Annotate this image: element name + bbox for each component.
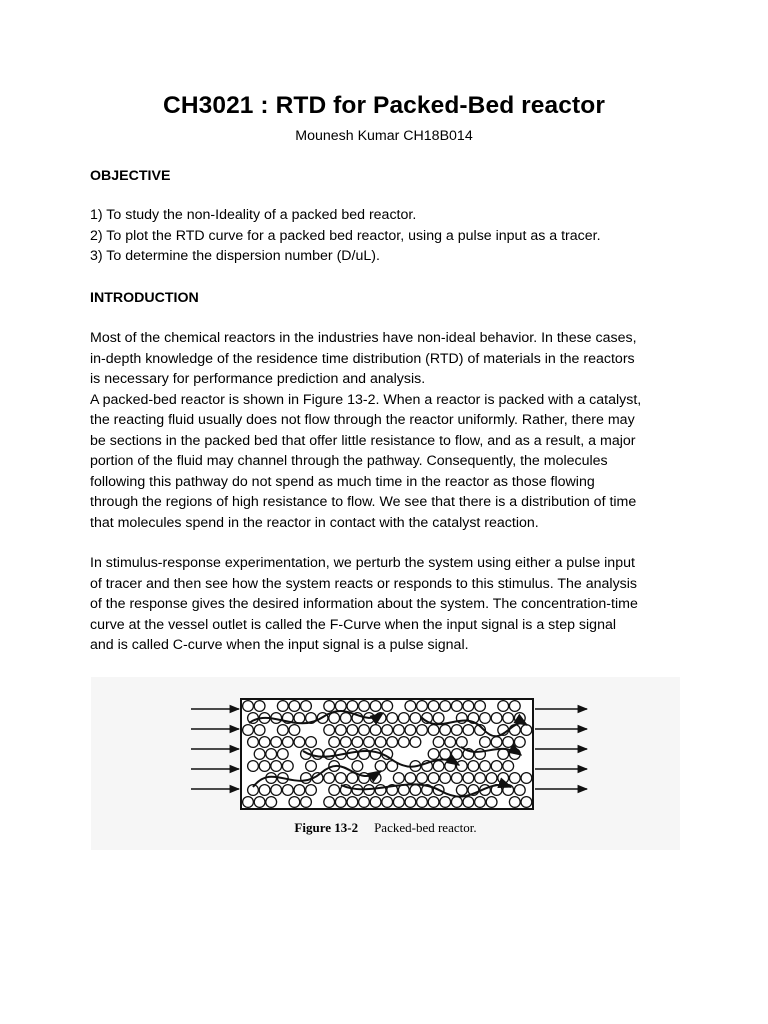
catalyst-particle (347, 701, 358, 712)
catalyst-particle (486, 797, 497, 808)
catalyst-particle (387, 737, 398, 748)
catalyst-particle (335, 797, 346, 808)
catalyst-particle (254, 749, 265, 760)
catalyst-particle (521, 773, 532, 784)
catalyst-particle (451, 749, 462, 760)
catalyst-particle (329, 737, 340, 748)
catalyst-particle (456, 761, 467, 772)
catalyst-particle (375, 761, 386, 772)
objective-heading: OBJECTIVE (90, 168, 171, 184)
catalyst-particle (398, 713, 409, 724)
catalyst-particle (306, 737, 317, 748)
catalyst-particle (277, 725, 288, 736)
catalyst-particle (417, 773, 428, 784)
catalyst-particle (514, 737, 525, 748)
catalyst-particle (405, 797, 416, 808)
catalyst-particle (428, 701, 439, 712)
catalyst-particle (271, 761, 282, 772)
catalyst-particle (370, 797, 381, 808)
catalyst-particle (352, 761, 363, 772)
catalyst-particle (503, 713, 514, 724)
catalyst-particle (266, 797, 277, 808)
document-title: CH3021 : RTD for Packed-Bed reactor (163, 92, 605, 119)
catalyst-particle (375, 785, 386, 796)
catalyst-particle (480, 713, 491, 724)
catalyst-particle (486, 773, 497, 784)
catalyst-particle (347, 725, 358, 736)
catalyst-particle (514, 785, 525, 796)
catalyst-particle (382, 797, 393, 808)
catalyst-particle (451, 725, 462, 736)
packed-bed-figure (91, 677, 680, 850)
catalyst-particle (456, 785, 467, 796)
objective-item: 2) To plot the RTD curve for a packed bed reactor, using a pulse input as a tracer. (90, 227, 601, 244)
paragraph-line: following this pathway do not spend as much time in the reactor as those flowing (90, 473, 595, 490)
paragraph-line: A packed-bed reactor is shown in Figure 13-2. When a reactor is packed with a catalyst, (90, 391, 642, 408)
catalyst-particle (277, 749, 288, 760)
figure-number: Figure 13-2 (294, 820, 359, 835)
catalyst-particle (335, 725, 346, 736)
catalyst-particle (324, 749, 335, 760)
catalyst-particle (451, 797, 462, 808)
catalyst-particle (259, 737, 270, 748)
figure-caption-text: Packed-bed reactor. (374, 820, 477, 835)
catalyst-particle (498, 773, 509, 784)
catalyst-particle (359, 701, 370, 712)
paragraph-line: of tracer and then see how the system reacts or responds to this stimulus. The analysis (90, 575, 638, 592)
catalyst-particle (480, 761, 491, 772)
catalyst-particle (410, 737, 421, 748)
catalyst-particle (410, 785, 421, 796)
catalyst-particle (324, 797, 335, 808)
catalyst-particle (503, 737, 514, 748)
inlet-arrows (191, 709, 239, 789)
catalyst-particle (294, 785, 305, 796)
catalyst-particle (491, 713, 502, 724)
catalyst-particle (382, 701, 393, 712)
catalyst-particle (289, 701, 300, 712)
catalyst-particle (509, 773, 520, 784)
catalyst-particle (480, 737, 491, 748)
catalyst-particle (503, 761, 514, 772)
catalyst-particle (289, 725, 300, 736)
catalyst-particle (382, 725, 393, 736)
catalyst-particle (398, 737, 409, 748)
catalyst-particle (475, 797, 486, 808)
catalyst-particle (359, 725, 370, 736)
catalyst-particle (301, 701, 312, 712)
catalyst-particle (440, 773, 451, 784)
catalyst-particle (248, 737, 259, 748)
catalyst-particle (266, 749, 277, 760)
catalyst-particle (433, 713, 444, 724)
catalyst-particle (335, 701, 346, 712)
paragraph-line: that molecules spend in the reactor in contact with the catalyst reaction. (90, 514, 539, 531)
catalyst-particle (340, 713, 351, 724)
catalyst-particle (514, 713, 525, 724)
catalyst-particle (370, 725, 381, 736)
outlet-arrows (535, 709, 587, 789)
catalyst-particle (340, 737, 351, 748)
catalyst-particle (463, 701, 474, 712)
paragraph-line: Most of the chemical reactors in the industries have non-ideal behavior. In these cases, (90, 330, 637, 346)
catalyst-particle (433, 737, 444, 748)
catalyst-particle (347, 797, 358, 808)
catalyst-particle (468, 761, 479, 772)
catalyst-particle (463, 773, 474, 784)
catalyst-particle (324, 725, 335, 736)
paragraph-line: of the response gives the desired information about the system. The concentration-time (90, 596, 638, 612)
objective-item: 1) To study the non-Ideality of a packed bed reactor. (90, 207, 417, 223)
catalyst-particle (352, 737, 363, 748)
catalyst-particle (417, 701, 428, 712)
introduction-paragraph-2 (90, 553, 690, 656)
catalyst-particle (428, 749, 439, 760)
catalyst-particle (498, 701, 509, 712)
catalyst-particle (243, 725, 254, 736)
catalyst-particle (456, 737, 467, 748)
catalyst-particle (282, 761, 293, 772)
paragraph-line: portion of the fluid may channel through the pathway. Consequently, the molecules (90, 453, 608, 469)
catalyst-particle (440, 749, 451, 760)
catalyst-particle (294, 737, 305, 748)
catalyst-particle (433, 761, 444, 772)
catalyst-particle (306, 785, 317, 796)
catalyst-particle (387, 713, 398, 724)
introduction-paragraph-1 (90, 328, 690, 533)
catalyst-particle (393, 797, 404, 808)
catalyst-particle (282, 737, 293, 748)
catalyst-particle (243, 701, 254, 712)
catalyst-particle (254, 701, 265, 712)
catalyst-particle (282, 785, 293, 796)
catalyst-particle (410, 713, 421, 724)
catalyst-particle (393, 725, 404, 736)
paragraph-line: through the regions of high resistance to flow. We see that there is a distribution of time (90, 494, 637, 510)
catalyst-particle (259, 785, 270, 796)
catalyst-particle (370, 701, 381, 712)
catalyst-particle (509, 797, 520, 808)
catalyst-particle (405, 773, 416, 784)
catalyst-particle (491, 761, 502, 772)
catalyst-particle (243, 797, 254, 808)
catalyst-particle (324, 701, 335, 712)
paragraph-line: in-depth knowledge of the residence time distribution (RTD) of materials in the reactors (90, 350, 635, 367)
introduction-heading: INTRODUCTION (90, 290, 199, 306)
catalyst-particle (440, 725, 451, 736)
catalyst-particle (277, 701, 288, 712)
document-author: Mounesh Kumar CH18B014 (295, 128, 473, 144)
catalyst-particle (364, 737, 375, 748)
catalyst-particle (312, 749, 323, 760)
catalyst-particle (521, 725, 532, 736)
catalyst-particle (301, 797, 312, 808)
catalyst-particle (463, 725, 474, 736)
paragraph-line: be sections in the packed bed that offer little resistance to flow, and as a result, a major (90, 432, 636, 449)
catalyst-particle (254, 725, 265, 736)
catalyst-particle (375, 737, 386, 748)
catalyst-particle (335, 773, 346, 784)
catalyst-particle (445, 737, 456, 748)
catalyst-particle (306, 761, 317, 772)
catalyst-particle (521, 797, 532, 808)
figure-caption (91, 820, 680, 836)
catalyst-particle (491, 737, 502, 748)
catalyst-particle (428, 725, 439, 736)
catalyst-particle (271, 737, 282, 748)
catalyst-particle (417, 725, 428, 736)
catalyst-particle (329, 713, 340, 724)
catalyst-particle (324, 773, 335, 784)
paragraph-line: curve at the vessel outlet is called the F-Curve when the input signal is a step signal (90, 616, 617, 633)
catalyst-particle (440, 797, 451, 808)
catalyst-particle (254, 797, 265, 808)
catalyst-particle (405, 701, 416, 712)
catalyst-particle (289, 797, 300, 808)
catalyst-particle (451, 773, 462, 784)
objective-item: 3) To determine the dispersion number (D/uL). (90, 248, 380, 264)
catalyst-particle (475, 773, 486, 784)
catalyst-particle (475, 701, 486, 712)
paragraph-line: the reacting fluid usually does not flow through the reactor uniformly. Rather, there may (90, 412, 635, 428)
catalyst-particle (271, 785, 282, 796)
paragraph-line: is necessary for performance prediction and analysis. (90, 371, 426, 387)
catalyst-particle (428, 797, 439, 808)
catalyst-particle (405, 725, 416, 736)
catalyst-particle (463, 797, 474, 808)
catalyst-particle (294, 713, 305, 724)
catalyst-particle (248, 761, 259, 772)
catalyst-particle (393, 773, 404, 784)
paragraph-line: and is called C-curve when the input signal is a pulse signal. (90, 637, 469, 653)
objective-list (90, 205, 690, 267)
catalyst-particle (359, 797, 370, 808)
catalyst-particle (451, 701, 462, 712)
catalyst-particle (440, 701, 451, 712)
paragraph-line: In stimulus-response experimentation, we perturb the system using either a pulse input (90, 555, 635, 571)
catalyst-particle (417, 797, 428, 808)
catalyst-particle (329, 785, 340, 796)
catalyst-particle (428, 773, 439, 784)
catalyst-particle (259, 761, 270, 772)
catalyst-particle (509, 701, 520, 712)
